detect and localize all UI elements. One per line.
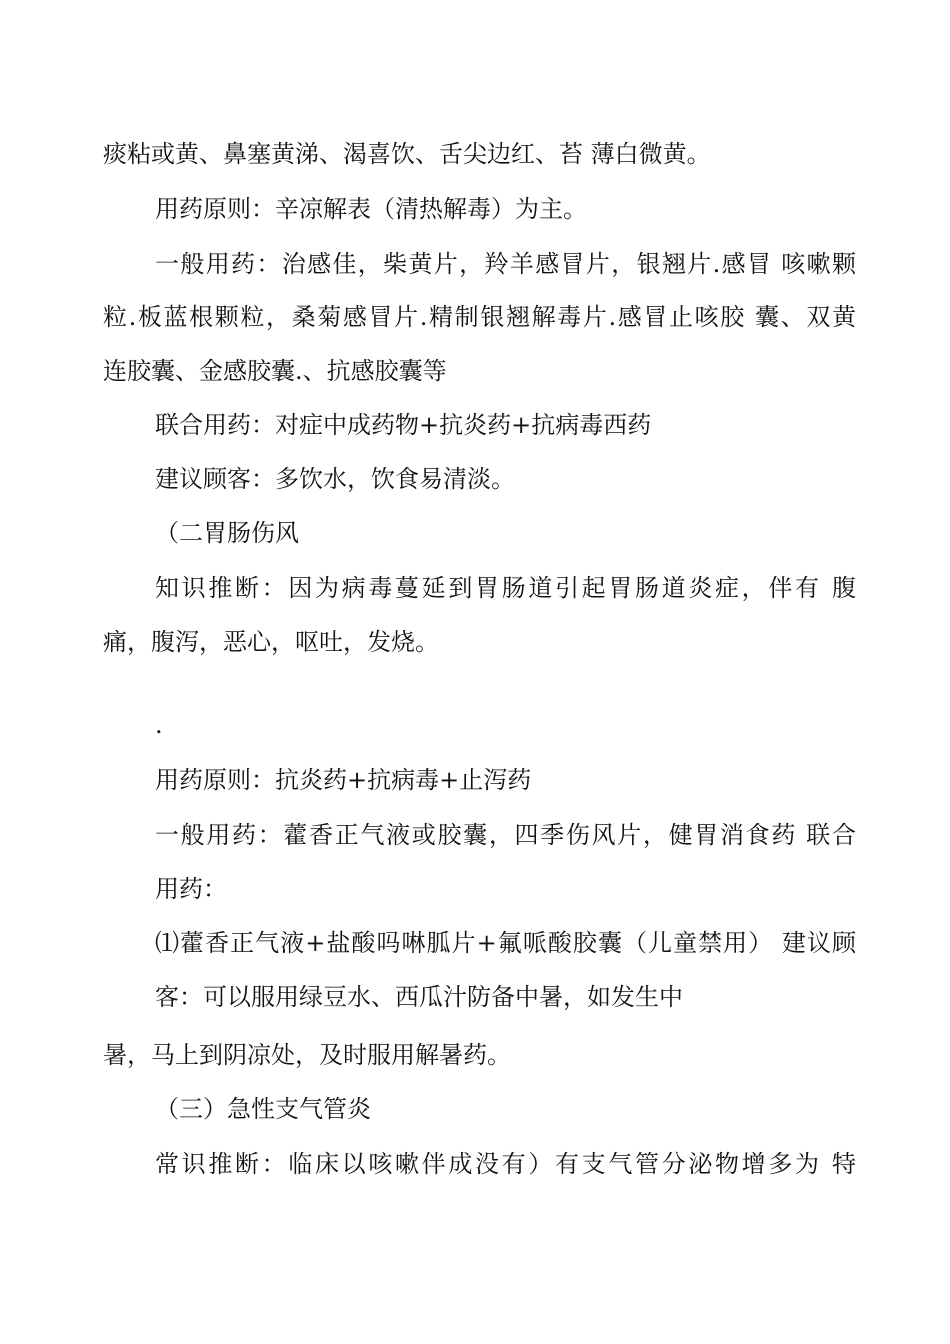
text-line-16: 客：可以服用绿豆水、西瓜汁防备中暑，如发生中 xyxy=(155,983,683,1011)
text-line-10: 痛，腹泻，恶心，呕吐，发烧。 xyxy=(103,628,439,656)
text-line-4: 粒.板蓝根颗粒，桑菊感冒片.精制银翘解毒片.感冒止咳胶 囊、双黄 xyxy=(103,303,856,331)
text-line-3: 一般用药：治感佳，柴黄片，羚羊感冒片，银翘片.感冒 咳嗽颗 xyxy=(155,250,856,278)
text-line-9: 知识推断：因为病毒蔓延到胃肠道引起胃肠道炎症，伴有 腹 xyxy=(155,574,856,602)
text-line-19: 常识推断：临床以咳嗽伴成没有）有支气管分泌物增多为 特 xyxy=(155,1150,856,1178)
text-line-2: 用药原则：辛凉解表（清热解毒）为主。 xyxy=(155,195,587,223)
text-line-14: 用药： xyxy=(155,875,227,903)
text-line-1: 痰粘或黄、鼻塞黄涕、渴喜饮、舌尖边红、苔 薄白微黄。 xyxy=(103,140,711,168)
text-line-17: 暑，马上到阴凉处，及时服用解暑药。 xyxy=(103,1041,511,1069)
section-heading-2: （二胃肠伤风 xyxy=(155,519,299,547)
text-line-15: ⑴藿香正气液+盐酸吗啉胍片+氟哌酸胶囊（儿童禁用） 建议顾 xyxy=(155,929,856,957)
text-line-7: 建议顾客：多饮水，饮食易清淡。 xyxy=(155,465,515,493)
text-line-12: 用药原则：抗炎药+抗病毒+止泻药 xyxy=(155,766,532,794)
section-heading-3: （三）急性支气管炎 xyxy=(155,1095,371,1123)
text-line-dot: . xyxy=(155,711,163,739)
text-line-6: 联合用药：对症中成药物+抗炎药+抗病毒西药 xyxy=(155,411,652,439)
text-line-5: 连胶囊、金感胶囊.、抗感胶囊等 xyxy=(103,357,447,385)
text-line-13: 一般用药：藿香正气液或胶囊，四季伤风片，健胃消食药 联合 xyxy=(155,821,856,849)
